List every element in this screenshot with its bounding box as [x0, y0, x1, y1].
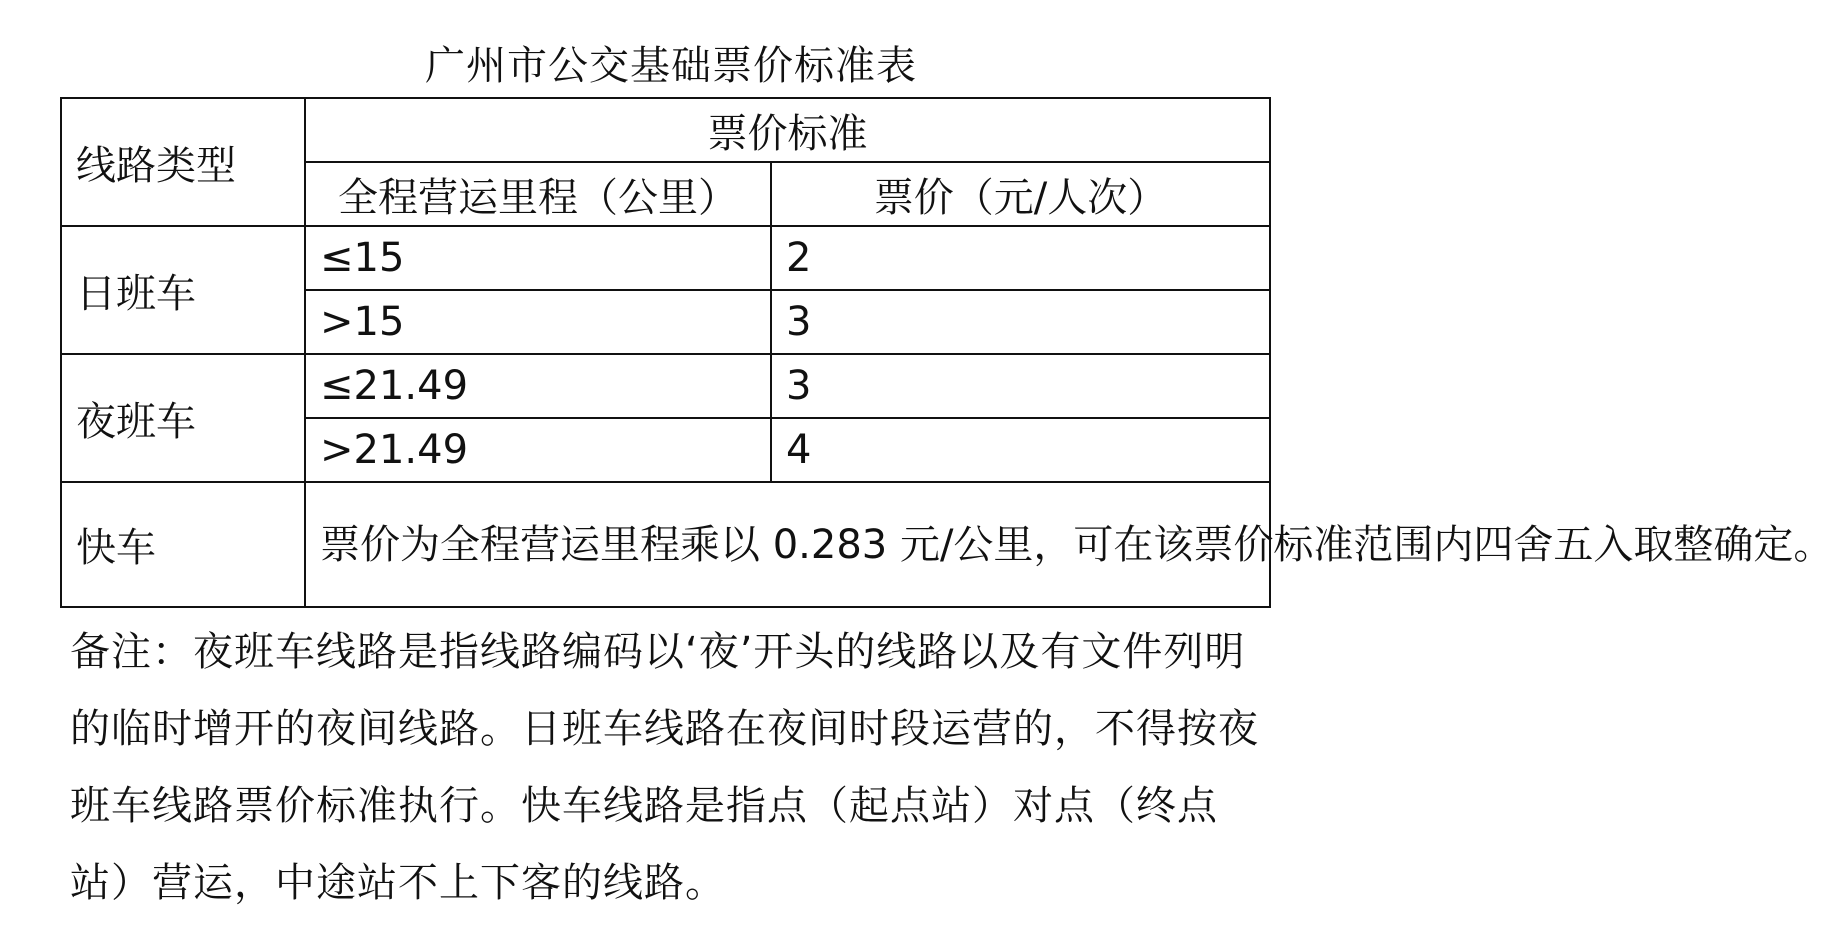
distance-cell: ≤21.49 [305, 354, 771, 418]
distance-cell: >15 [305, 290, 771, 354]
route-type-night: 夜班车 [61, 354, 305, 482]
express-rule-cell: 票价为全程营运里程乘以 0.283 元/公里，可在该票价标准范围内四舍五入取整确定。 [305, 482, 1270, 607]
table-row [61, 482, 1270, 607]
price-cell: 4 [771, 418, 1270, 482]
page-title: 广州市公交基础票价标准表 [425, 43, 917, 89]
header-distance: 全程营运里程（公里） [305, 162, 771, 226]
price-cell: 3 [771, 290, 1270, 354]
header-fare-standard: 票价标准 [305, 98, 1270, 162]
route-type-express: 快车 [61, 482, 305, 607]
notes-paragraph: 备注：夜班车线路是指线路编码以‘夜’开头的线路以及有文件列明的临时增开的夜间线路。日班车线路在夜间时段运营的，不得按夜班车线路票价标准执行。快车线路是指点（起点站）对点（终点站）营运，中途站不上下客的线路。 [70, 629, 1259, 906]
header-route-type: 线路类型 [61, 98, 305, 226]
route-type-day: 日班车 [61, 226, 305, 354]
price-cell: 2 [771, 226, 1270, 290]
header-price: 票价（元/人次） [771, 162, 1270, 226]
table-row [61, 354, 1270, 418]
distance-cell: ≤15 [305, 226, 771, 290]
distance-cell: >21.49 [305, 418, 771, 482]
table-row [61, 226, 1270, 290]
table-header-row [61, 98, 1270, 162]
fare-table [60, 97, 1833, 608]
price-cell: 3 [771, 354, 1270, 418]
